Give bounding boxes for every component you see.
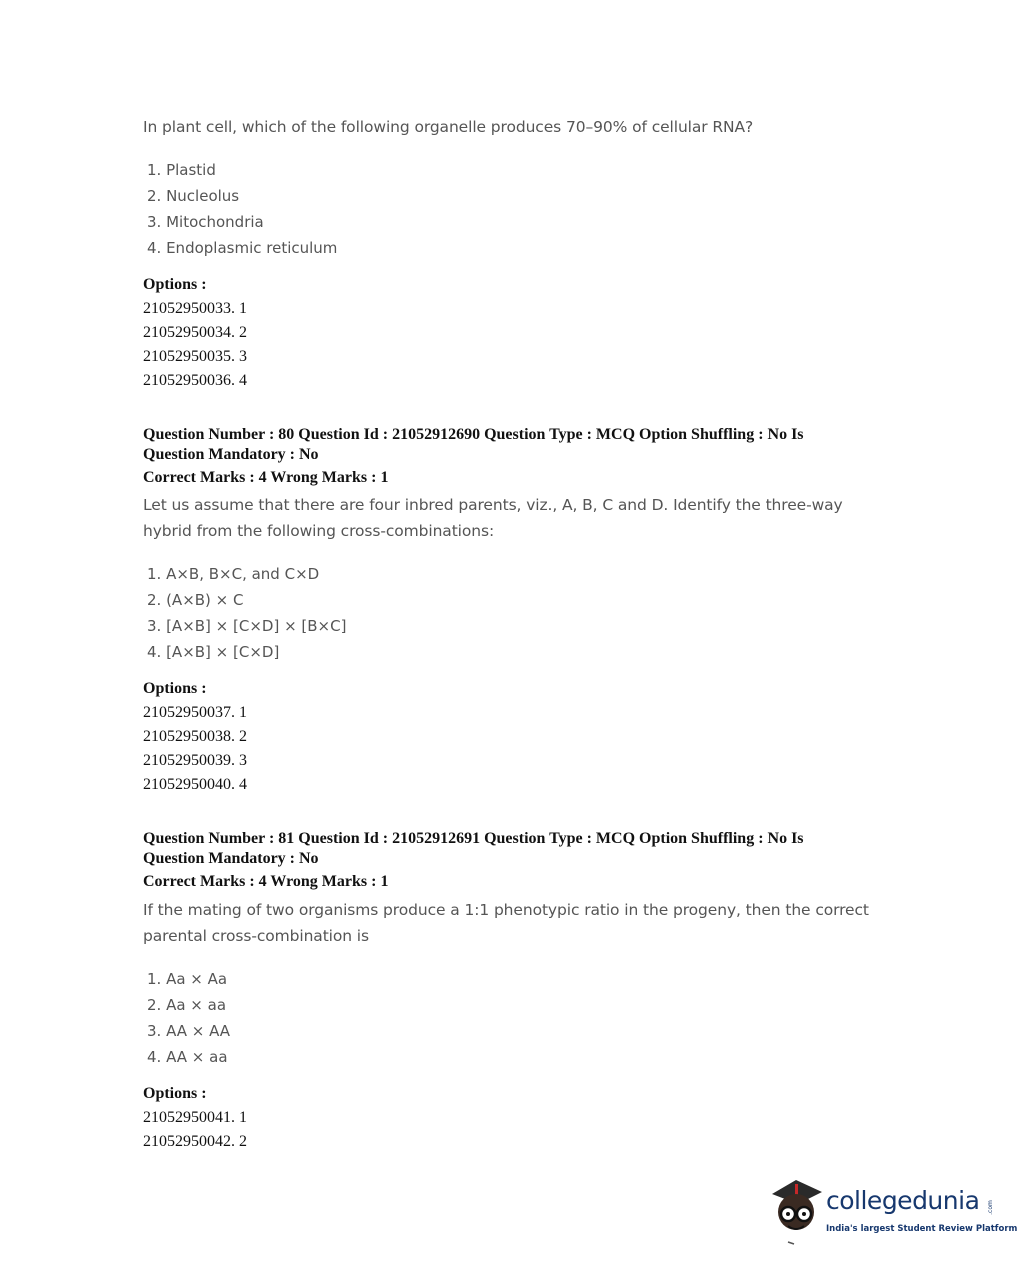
options-label: Options : (143, 680, 207, 697)
choice-item: 1. Plastid (147, 161, 216, 179)
option-id: 21052950042. 2 (143, 1133, 247, 1150)
question-text (143, 897, 903, 949)
question-text (143, 492, 903, 544)
mascot-icon (768, 1176, 824, 1246)
options-list (143, 701, 903, 797)
logo-wordmark: collegedunia (826, 1186, 980, 1215)
choice-item: 4. AA × aa (147, 1048, 228, 1066)
choice-item: 4. Endoplasmic reticulum (147, 239, 338, 257)
question-meta-line: Question Number : 81 Question Id : 21052912691 Question Type : MCQ Option Shuffling : No Is (143, 830, 804, 847)
question-text-line: parental cross-combination is (143, 927, 369, 945)
choice-item: 4. [A×B] × [C×D] (147, 643, 280, 661)
option-id: 21052950037. 1 (143, 704, 247, 721)
choice-item: 1. Aa × Aa (147, 970, 228, 988)
logo-domain: .com (986, 1200, 994, 1215)
question-text-line: hybrid from the following cross-combinations: (143, 522, 495, 540)
choice-item: 2. (A×B) × C (147, 591, 244, 609)
question-81-meta (143, 829, 903, 869)
option-id: 21052950036. 4 (143, 372, 247, 389)
question-text: In plant cell, which of the following organelle produces 70–90% of cellular RNA? (143, 118, 754, 136)
option-id: 21052950040. 4 (143, 776, 247, 793)
question-79-choices (143, 157, 903, 261)
question-text-line: Let us assume that there are four inbred parents, viz., A, B, C and D. Identify the three-way (143, 496, 843, 514)
option-id: 21052950033. 1 (143, 300, 247, 317)
options-label: Options : (143, 1085, 207, 1102)
collegedunia-logo[interactable] (768, 1176, 1018, 1246)
question-80-meta (143, 425, 903, 465)
question-marks: Correct Marks : 4 Wrong Marks : 1 (143, 469, 389, 486)
choice-item: 3. [A×B] × [C×D] × [B×C] (147, 617, 347, 635)
question-marks: Correct Marks : 4 Wrong Marks : 1 (143, 873, 389, 890)
question-meta-line: Question Mandatory : No (143, 446, 319, 463)
options-list (143, 1106, 903, 1154)
question-meta-line: Question Mandatory : No (143, 850, 319, 867)
question-79 (143, 114, 903, 140)
question-81-choices (143, 966, 903, 1070)
option-id: 21052950039. 3 (143, 752, 247, 769)
logo-tagline: India's largest Student Review Platform (826, 1224, 1018, 1234)
choice-item: 2. Nucleolus (147, 187, 240, 205)
option-id: 21052950038. 2 (143, 728, 247, 745)
choice-item: 3. AA × AA (147, 1022, 231, 1040)
question-text-line: If the mating of two organisms produce a 1:1 phenotypic ratio in the progeny, then the correct (143, 901, 869, 919)
question-80-choices (143, 561, 903, 665)
choice-item: 2. Aa × aa (147, 996, 227, 1014)
choice-item: 1. A×B, B×C, and C×D (147, 565, 320, 583)
option-id: 21052950035. 3 (143, 348, 247, 365)
choice-item: 3. Mitochondria (147, 213, 264, 231)
options-list (143, 297, 903, 393)
option-id: 21052950041. 1 (143, 1109, 247, 1126)
question-meta-line: Question Number : 80 Question Id : 21052912690 Question Type : MCQ Option Shuffling : No Is (143, 426, 804, 443)
options-label: Options : (143, 276, 207, 293)
option-id: 21052950034. 2 (143, 324, 247, 341)
